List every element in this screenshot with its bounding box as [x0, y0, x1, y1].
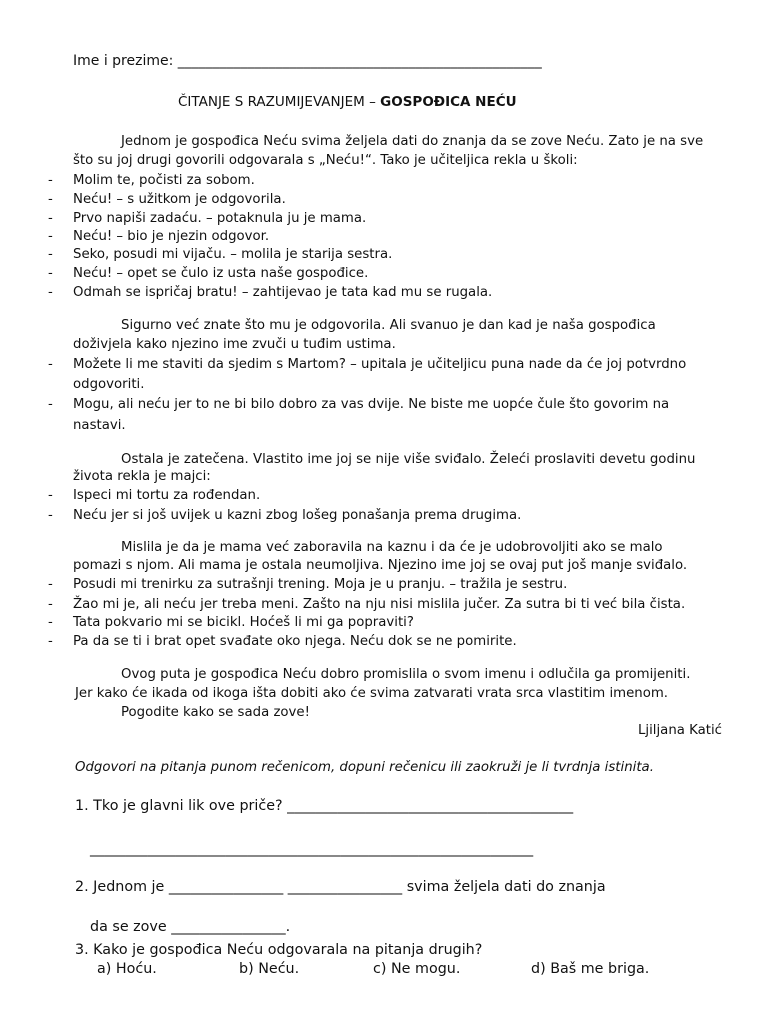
- question-2-continuation[interactable]: da se zove ________________.: [90, 919, 291, 935]
- page-title: [178, 93, 517, 111]
- questions-instruction: Odgovori na pitanja punom rečenicom, dopuni rečenicu ili zaokruži je li tvrdnja istinita.: [75, 760, 654, 775]
- dialogue-dash: -: [48, 597, 53, 612]
- paragraph-1-line-1: Jednom je gospođica Neću svima željela dati do znanja da se zove Neću. Zato je na sve: [121, 134, 704, 149]
- paragraph-3-line-2: života rekla je majci:: [73, 469, 211, 484]
- paragraph-1-line-2: što su joj drugi govorili odgovarala s „Neću!“. Tako je učiteljica rekla u školi:: [73, 153, 578, 168]
- dialogue-line: Žao mi je, ali neću jer treba meni. Zašto na nju nisi mislila jučer. Za sutra bi ti već bila čista.: [73, 597, 686, 612]
- dialogue-line: Molim te, počisti za sobom.: [73, 173, 255, 188]
- dialogue-dash: -: [48, 266, 53, 281]
- option-c[interactable]: c) Ne mogu.: [373, 961, 461, 977]
- dialogue-line: Tata pokvario mi se bicikl. Hoćeš li mi ga popraviti?: [73, 615, 414, 630]
- paragraph-4-line-1: Mislila je da je mama već zaboravila na kaznu i da će je udobrovoljiti ako se malo: [121, 540, 663, 555]
- dialogue-line-continuation: nastavi.: [73, 418, 126, 433]
- dialogue-line: Neću! – bio je njezin odgovor.: [73, 229, 270, 244]
- dialogue-line-continuation: odgovoriti.: [73, 377, 145, 392]
- dialogue-line: Neću! – opet se čulo iz usta naše gospođice.: [73, 266, 369, 281]
- paragraph-2-line-1: Sigurno već znate što mu je odgovorila. Ali svanuo je dan kad je naša gospođica: [121, 318, 656, 333]
- dialogue-dash: -: [48, 488, 53, 503]
- dialogue-line: Odmah se ispričaj bratu! – zahtijevao je tata kad mu se rugala.: [73, 285, 493, 300]
- option-b[interactable]: b) Neću.: [239, 961, 300, 977]
- question-2[interactable]: 2. Jednom je ________________ ________________ svima željela dati do znanja: [75, 879, 606, 895]
- dialogue-line: Pa da se ti i brat opet svađate oko njega. Neću dok se ne pomirite.: [73, 634, 517, 649]
- paragraph-5-line-2: Jer kako će ikada od ikoga išta dobiti ako će svima zatvarati vrata srca vlastitim imenom.: [75, 686, 669, 701]
- dialogue-line: Možete li me staviti da sjedim s Martom? – upitala je učiteljicu puna nade da će joj potvrdno: [73, 357, 687, 372]
- dialogue-line: Seko, posudi mi vijaču. – molila je starija sestra.: [73, 247, 393, 262]
- dialogue-line: Prvo napiši zadaću. – potaknula ju je mama.: [73, 211, 367, 226]
- dialogue-dash: -: [48, 357, 53, 372]
- story-title: GOSPOĐICA NEĆU: [380, 94, 517, 110]
- option-d[interactable]: d) Baš me briga.: [531, 961, 650, 977]
- dialogue-line: Neću jer si još uvijek u kazni zbog lošeg ponašanja prema drugima.: [73, 508, 522, 523]
- option-a[interactable]: a) Hoću.: [97, 961, 157, 977]
- dialogue-line: Neću! – s užitkom je odgovorila.: [73, 192, 286, 207]
- dialogue-dash: -: [48, 285, 53, 300]
- paragraph-3-line-1: Ostala je zatečena. Vlastito ime joj se nije više sviđalo. Želeći proslaviti devetu godinu: [121, 452, 696, 467]
- dialogue-dash: -: [48, 173, 53, 188]
- paragraph-2-line-2: doživjela kako njezino ime zvuči u tuđim ustima.: [73, 337, 396, 352]
- paragraph-4-line-2: pomazi s njom. Ali mama je ostala neumoljiva. Njezino ime joj se ovaj put još manje sviđalo.: [73, 558, 688, 573]
- question-1[interactable]: 1. Tko je glavni lik ove priče? ________________________________________: [75, 798, 574, 814]
- dialogue-dash: -: [48, 229, 53, 244]
- question-3: 3. Kako je gospođica Neću odgovarala na pitanja drugih?: [75, 942, 483, 958]
- dialogue-dash: -: [48, 397, 53, 412]
- dialogue-dash: -: [48, 211, 53, 226]
- dialogue-dash: -: [48, 508, 53, 523]
- paragraph-5-line-3: Pogodite kako se sada zove!: [121, 705, 310, 720]
- name-field-label[interactable]: Ime i prezime: ____________________________________________________: [73, 53, 542, 69]
- dialogue-dash: -: [48, 577, 53, 592]
- dialogue-dash: -: [48, 192, 53, 207]
- paragraph-5-line-1: Ovog puta je gospođica Neću dobro promislila o svom imenu i odlučila ga promijeniti.: [121, 667, 691, 682]
- dialogue-line: Mogu, ali neću jer to ne bi bilo dobro za vas dvije. Ne biste me uopće čule što govorim na: [73, 397, 670, 412]
- title-prefix: ČITANJE S RAZUMIJEVANJEM –: [178, 94, 381, 110]
- author-name: Ljiljana Katić: [638, 723, 722, 738]
- answer-line[interactable]: ______________________________________________________________: [90, 841, 534, 857]
- dialogue-dash: -: [48, 615, 53, 630]
- dialogue-line: Ispeci mi tortu za rođendan.: [73, 488, 261, 503]
- dialogue-dash: -: [48, 247, 53, 262]
- dialogue-line: Posudi mi trenirku za sutrašnji trening. Moja je u pranju. – tražila je sestru.: [73, 577, 568, 592]
- dialogue-dash: -: [48, 634, 53, 649]
